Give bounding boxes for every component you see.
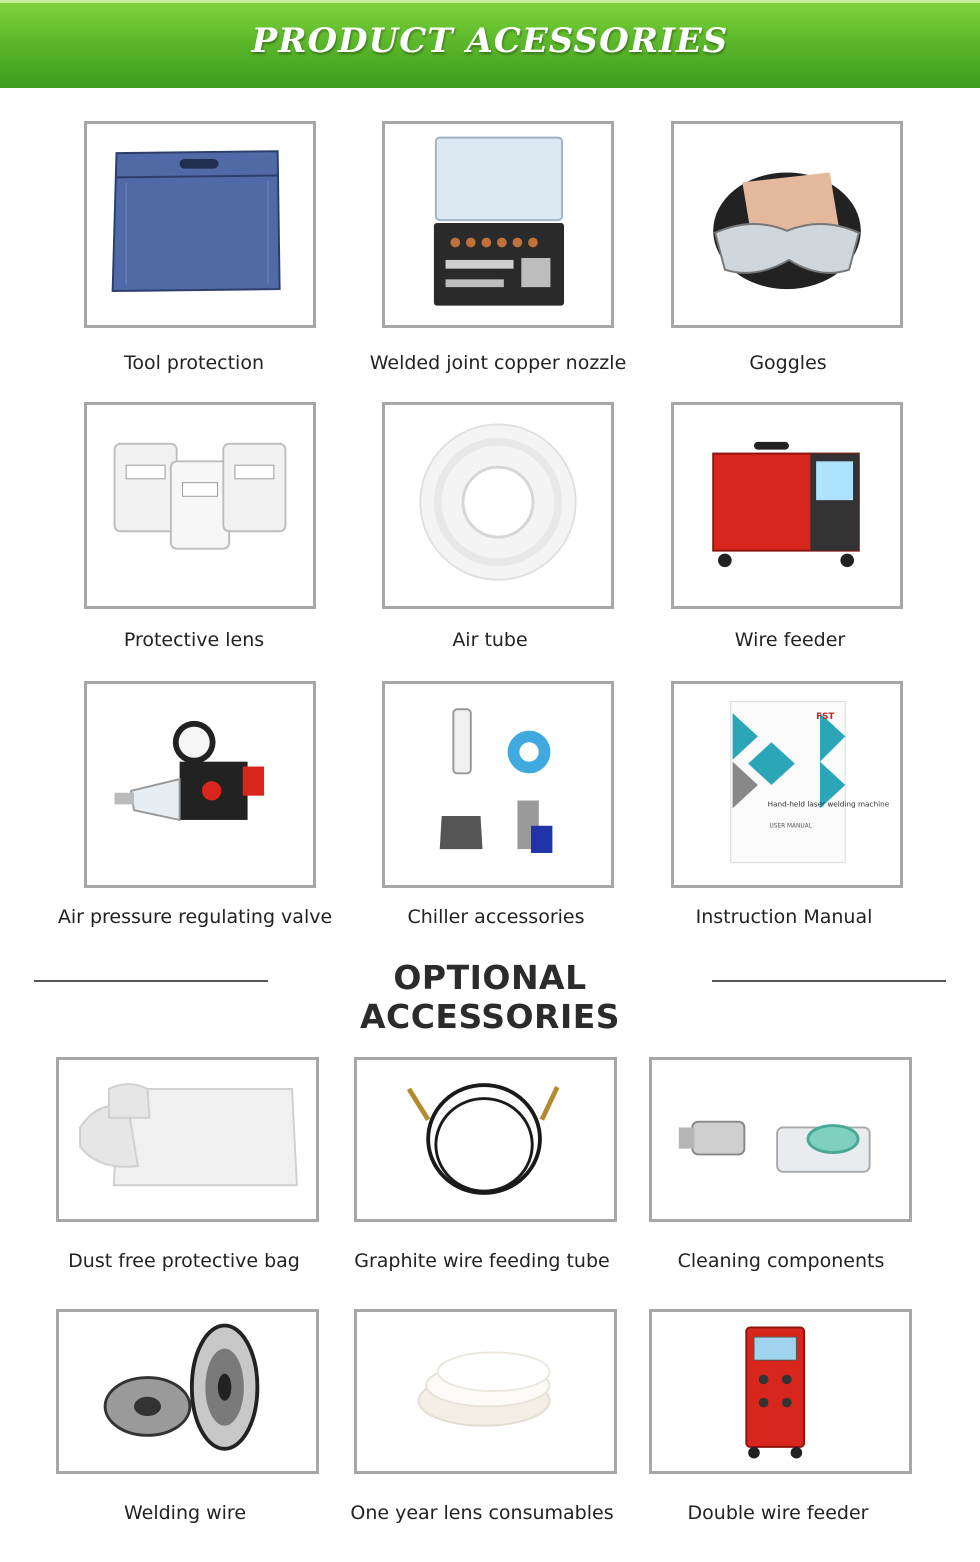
product-card-air-tube[interactable] [382, 402, 614, 609]
caption-double-wire-feeder: Double wire feeder [687, 1502, 869, 1524]
manual-title: Hand-held laser welding machine [767, 799, 890, 809]
nozzle-kit-icon [385, 124, 611, 325]
caption-goggles: Goggles [749, 352, 827, 374]
double-feeder-icon [652, 1312, 909, 1471]
pressure-valve-icon [87, 684, 313, 885]
cleaning-parts-icon [652, 1060, 909, 1219]
caption-graphite-tube: Graphite wire feeding tube [354, 1250, 610, 1272]
divider-right [712, 980, 946, 982]
chiller-parts-icon [385, 684, 611, 885]
caption-air-tube: Air tube [452, 629, 528, 651]
graphite-tube-icon [357, 1060, 614, 1219]
caption-protective-lens: Protective lens [123, 629, 265, 651]
wire-spool-icon [59, 1312, 316, 1471]
caption-chiller-accessories: Chiller accessories [407, 906, 585, 928]
product-card-cleaning-components[interactable] [649, 1057, 912, 1222]
product-card-lens-consumables[interactable] [354, 1309, 617, 1474]
goggles-icon [674, 124, 900, 325]
manual-subtitle: USER MANUAL [769, 823, 812, 830]
caption-instruction-manual: Instruction Manual [695, 906, 873, 928]
product-card-welding-wire[interactable] [56, 1309, 319, 1474]
air-tube-icon [385, 405, 611, 606]
manual-icon [674, 684, 900, 885]
lens-discs-icon [357, 1312, 614, 1471]
divider-left [34, 980, 268, 982]
header-banner [0, 0, 980, 88]
product-card-instruction-manual[interactable] [671, 681, 903, 888]
manual-brand: FST [816, 711, 835, 722]
caption-wire-feeder: Wire feeder [734, 629, 846, 651]
caption-lens-consumables: One year lens consumables [350, 1502, 614, 1524]
product-card-dust-bag[interactable] [56, 1057, 319, 1222]
product-card-tool-protection[interactable] [84, 121, 316, 328]
product-card-chiller-accessories[interactable] [382, 681, 614, 888]
caption-dust-bag: Dust free protective bag [68, 1250, 300, 1272]
caption-welding-wire: Welding wire [123, 1502, 247, 1524]
caption-tool-protection: Tool protection [123, 352, 264, 374]
tool-bag-icon [87, 124, 313, 325]
product-card-wire-feeder[interactable] [671, 402, 903, 609]
caption-cleaning-components: Cleaning components [677, 1250, 885, 1272]
product-card-pressure-valve[interactable] [84, 681, 316, 888]
product-card-double-wire-feeder[interactable] [649, 1309, 912, 1474]
product-card-copper-nozzle[interactable] [382, 121, 614, 328]
wire-feeder-icon [674, 405, 900, 606]
lens-boxes-icon [87, 405, 313, 606]
product-card-graphite-tube[interactable] [354, 1057, 617, 1222]
caption-copper-nozzle: Welded joint copper nozzle [369, 352, 627, 374]
caption-pressure-valve: Air pressure regulating valve [57, 906, 333, 928]
page-title: PRODUCT ACESSORIES [251, 21, 729, 61]
dust-bag-icon [59, 1060, 316, 1219]
product-card-protective-lens[interactable] [84, 402, 316, 609]
optional-section-title: OPTIONAL ACCESSORIES [359, 958, 621, 1036]
product-card-goggles[interactable] [671, 121, 903, 328]
